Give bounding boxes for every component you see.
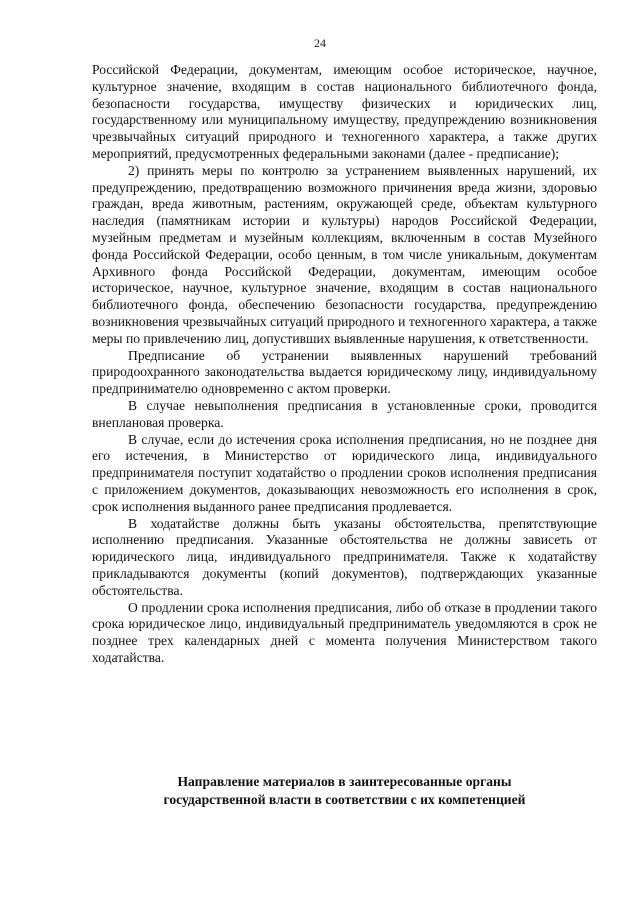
section-heading-line-1: Направление материалов в заинтересованные органы bbox=[177, 774, 512, 789]
paragraph-2: 2) принять меры по контролю за устранением выявленных нарушений, их предупреждению, предотвращению возможного причинения вреда жизни, здоровью граждан, вреда животным, растениям, окружающей среде, объектам культурного наследия (памятникам истории и культуры) народов Российской Федерации, музейным предметам и музейным коллекциям, включенным в состав Музейного фонда Российской Федерации, особо ценным, в том числе уникальным, документам Архивного фонда Российской Федерации, документам, имеющим особое историческое, научное, культурное значение, входящим в состав национального библиотечного фонда, обеспечению безопасности государства, предупреждению возникновения чрезвычайных ситуаций природного и техногенного характера, а также меры по привлечению лиц, допустивших выявленные нарушения, к ответственности. bbox=[92, 162, 597, 346]
paragraph-6: В ходатайстве должны быть указаны обстоятельства, препятствующие исполнению предписания. Указанные обстоятельства не должны зависеть от юридического лица, индивидуального предпринимателя. Также к ходатайству прикладываются документы (копий документов), подтверждающих указанные обстоятельства. bbox=[92, 515, 597, 598]
section-heading-line-2: государственной власти в соответствии с их компетенцией bbox=[163, 791, 526, 807]
paragraph-4: В случае невыполнения предписания в установленные сроки, проводится внеплановая проверка. bbox=[92, 397, 597, 430]
paragraph-1: Российской Федерации, документам, имеющим особое историческое, научное, культурное значение, входящим в состав национального библиотечного фонда, безопасности государства, имуществу физических и юридических лиц, государственному или муниципальному имуществу, предупреждению возникновения чрезвычайных ситуаций природного и техногенного характера, а также других мероприятий, предусмотренных федеральными законами (далее - предписание); bbox=[92, 62, 597, 161]
paragraph-7: О продлении срока исполнения предписания, либо об отказе в продлении такого срока юридическое лицо, индивидуальный предприниматель уведомляются в срок не позднее трех календарных дней с момента получения Министерством такого ходатайства. bbox=[92, 599, 597, 665]
section-heading bbox=[92, 773, 597, 808]
paragraph-5: В случае, если до истечения срока исполнения предписания, но не позднее дня его истечения, в Министерство от юридического лица, индивидуального предпринимателя поступит ходатайство о продлении сроков исполнения предписания с приложением документов, доказывающих невозможность его исполнения в срок, срок исполнения выданного ранее предписания продлевается. bbox=[92, 431, 597, 514]
document-body bbox=[92, 62, 597, 667]
page-number: 24 bbox=[314, 36, 326, 50]
paragraph-3: Предписание об устранении выявленных нарушений требований природоохранного законодательства выдается юридическому лицу, индивидуальному предпринимателю одновременно с актом проверки. bbox=[92, 347, 597, 397]
